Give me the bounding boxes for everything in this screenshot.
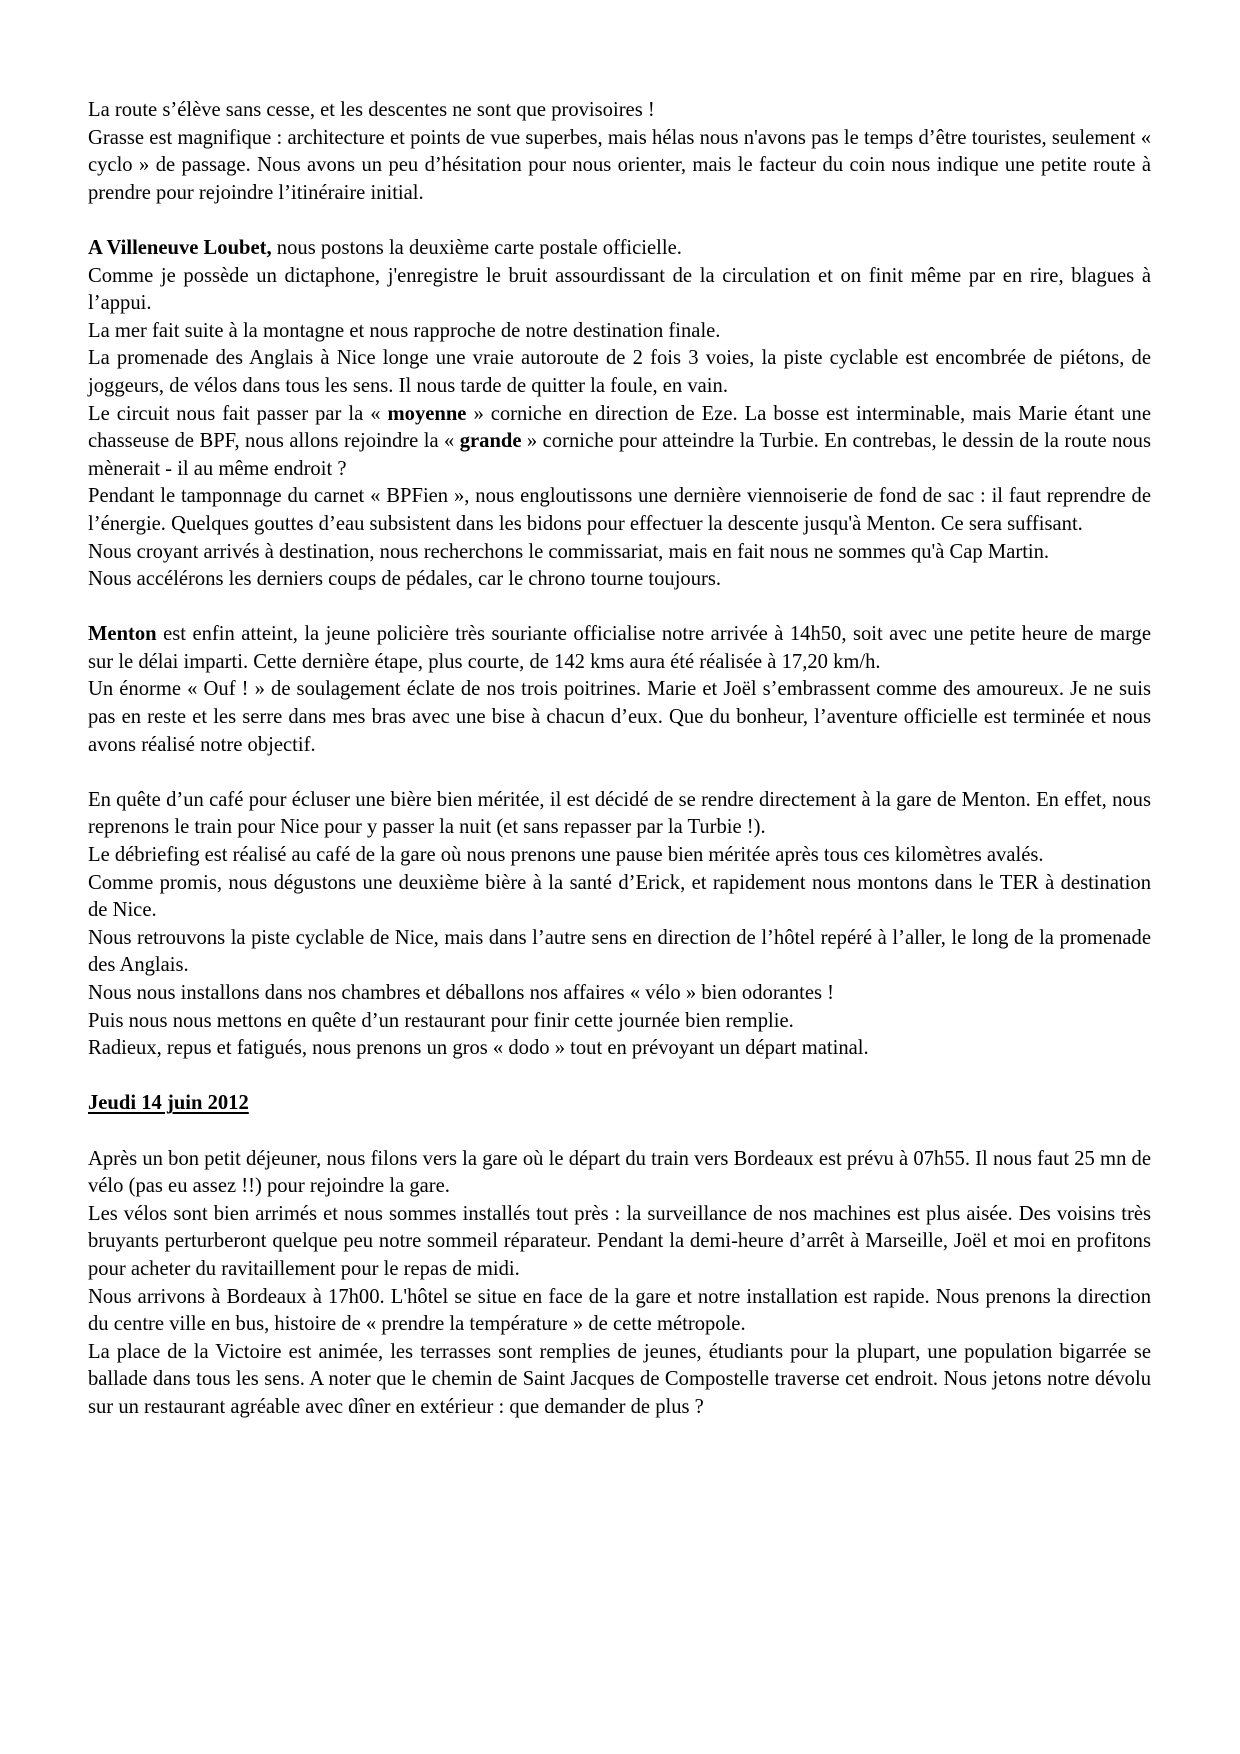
text-run: La place de la Victoire est animée, les terrasses sont remplies de jeunes, étudiants pour la plupart, une population bigarrée se ballade dans tous les sens. A noter que le chemin de Saint Jacques de Compostelle traverse cet endroit. Nous jetons notre dévolu sur un restaurant agréable avec dîner en extérieur : que demander de plus ?	[88, 1340, 1151, 1418]
paragraph	[88, 1146, 1151, 1201]
text-run: Le circuit nous fait passer par la «	[88, 402, 388, 425]
text-run: Puis nous nous mettons en quête d’un restaurant pour finir cette journée bien remplie.	[88, 1009, 794, 1032]
paragraph	[88, 263, 1151, 318]
text-run: La mer fait suite à la montagne et nous rapproche de notre destination finale.	[88, 319, 721, 342]
section	[88, 97, 1151, 207]
paragraph	[88, 676, 1151, 759]
paragraph	[88, 401, 1151, 484]
text-run: Comme je possède un dictaphone, j'enregistre le bruit assourdissant de la circulation et on finit même par en rire, blagues à l’appui.	[88, 264, 1151, 315]
text-run: Nous retrouvons la piste cyclable de Nice, mais dans l’autre sens en direction de l’hôtel repéré à l’aller, le long de la promenade des Anglais.	[88, 926, 1151, 977]
text-run: Un énorme « Ouf ! » de soulagement éclate de nos trois poitrines. Marie et Joël s’embrassent comme des amoureux. Je ne suis pas en reste et les serre dans mes bras avec une bise à chacun d’eux. Que du bonheur, l’aventure officielle est terminée et nous avons réalisé notre objectif.	[88, 678, 1151, 756]
text-run: Grasse est magnifique : architecture et points de vue superbes, mais hélas nous n'avons pas le temps d’être touristes, seulement « cyclo » de passage. Nous avons un peu d’hésitation pour nous orienter, mais le facteur du coin nous indique une petite route à prendre pour rejoindre l’itinéraire initial.	[88, 126, 1151, 204]
text-run: Nous croyant arrivés à destination, nous recherchons le commissariat, mais en fait nous ne sommes qu'à Cap Martin.	[88, 540, 1050, 563]
paragraph	[88, 925, 1151, 980]
text-run: » corniche pour atteindre la Turbie. En contrebas, le dessin de la route nous mènerait - il au même endroit ?	[88, 430, 1151, 480]
section	[88, 787, 1151, 1063]
text-run: Les vélos sont bien arrimés et nous sommes installés tout près : la surveillance de nos machines est plus aisée. Des voisins très bruyants perturberont quelque peu notre sommeil réparateur. Pendant la demi-heure d’arrêt à Marseille, Joël et moi en profitons pour acheter du ravitaillement pour le repas de midi.	[88, 1202, 1151, 1280]
paragraph	[88, 125, 1151, 208]
text-run: Comme promis, nous dégustons une deuxième bière à la santé d’Erick, et rapidement nous montons dans le TER à destination de Nice.	[88, 871, 1151, 922]
document-page	[88, 97, 1151, 1449]
bold-text: A Villeneuve Loubet,	[88, 236, 272, 259]
text-run: » corniche en direction de Eze. La bosse est interminable, mais Marie étant une chasseuse de BPF, nous allons rejoindre la «	[88, 402, 1151, 453]
paragraph	[88, 842, 1151, 870]
paragraph	[88, 980, 1151, 1008]
paragraph	[88, 1284, 1151, 1339]
paragraph	[88, 345, 1151, 400]
paragraph	[88, 97, 1151, 125]
document-body	[88, 97, 1151, 1063]
text-run: est enfin atteint, la jeune policière très souriante officialise notre arrivée à 14h50, soit avec une petite heure de marge sur le délai imparti. Cette dernière étape, plus courte, de 142 kms aura été réalisée à 17,20 km/h.	[88, 623, 1151, 673]
paragraph	[88, 870, 1151, 925]
paragraph	[88, 1035, 1151, 1063]
section	[88, 621, 1151, 759]
paragraph	[88, 539, 1151, 567]
paragraph	[88, 1201, 1151, 1284]
day-heading: Jeudi 14 juin 2012	[88, 1092, 249, 1115]
section	[88, 235, 1151, 594]
text-run: La route s’élève sans cesse, et les descentes ne sont que provisoires !	[88, 99, 655, 121]
text-run: Nous arrivons à Bordeaux à 17h00. L'hôtel se situe en face de la gare et notre installation est rapide. Nous prenons la direction du centre ville en bus, histoire de « prendre la température » de cette métropole.	[88, 1285, 1151, 1336]
paragraph	[88, 483, 1151, 538]
section-jeudi	[88, 1146, 1151, 1422]
bold-text: moyenne	[387, 402, 467, 425]
bold-text: Menton	[88, 623, 157, 646]
paragraph	[88, 318, 1151, 346]
text-run: nous postons la deuxième carte postale officielle.	[271, 236, 682, 259]
paragraph	[88, 1008, 1151, 1036]
text-run: En quête d’un café pour écluser une bière bien méritée, il est décidé de se rendre directement à la gare de Menton. En effet, nous reprenons le train pour Nice pour y passer la nuit (et sans repasser par la Turbie !).	[88, 788, 1151, 839]
text-run: Nous accélérons les derniers coups de pédales, car le chrono tourne toujours.	[88, 568, 722, 591]
paragraph	[88, 235, 1151, 263]
paragraph	[88, 566, 1151, 594]
text-run: Nous nous installons dans nos chambres et déballons nos affaires « vélo » bien odorantes !	[88, 982, 835, 1004]
text-run: La promenade des Anglais à Nice longe une vraie autoroute de 2 fois 3 voies, la piste cyclable est encombrée de piétons, de joggeurs, de vélos dans tous les sens. Il nous tarde de quitter la foule, en vain.	[88, 347, 1151, 397]
bold-text: grande	[459, 430, 522, 453]
text-run: Le débriefing est réalisé au café de la gare où nous prenons une pause bien méritée après tous ces kilomètres avalés.	[88, 844, 1044, 867]
text-run: Radieux, repus et fatigués, nous prenons un gros « dodo » tout en prévoyant un départ matinal.	[88, 1037, 869, 1060]
text-run: Après un bon petit déjeuner, nous filons vers la gare où le départ du train vers Bordeaux est prévu à 07h55. Il nous faut 25 mn de vélo (pas eu assez !!) pour rejoindre la gare.	[88, 1147, 1151, 1198]
paragraph	[88, 1339, 1151, 1422]
text-run: Pendant le tamponnage du carnet « BPFien », nous engloutissons une dernière viennoiserie de fond de sac : il faut reprendre de l’énergie. Quelques gouttes d’eau subsistent dans les bidons pour effectuer la descente jusqu'à Menton. Ce sera suffisant.	[88, 485, 1151, 535]
paragraph	[88, 787, 1151, 842]
paragraph	[88, 621, 1151, 676]
